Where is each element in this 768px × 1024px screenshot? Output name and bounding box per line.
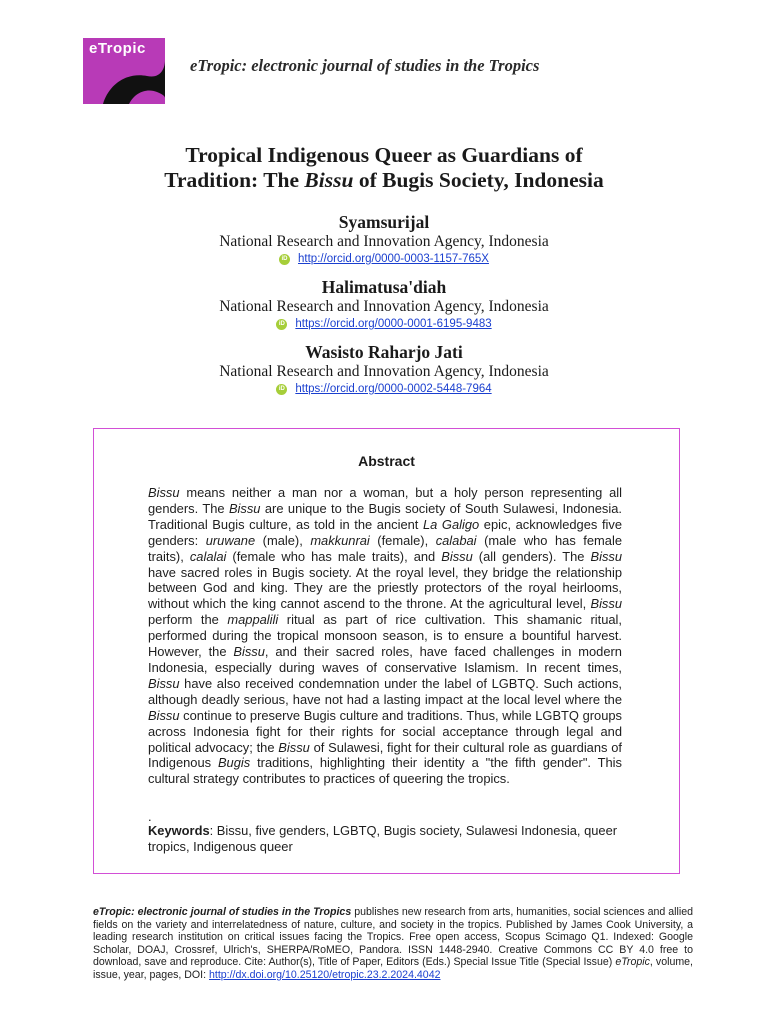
author-block-1 <box>0 211 768 267</box>
abstract-text-run: means neither a man nor a woman, but a holy person representing all genders. The <box>148 485 622 516</box>
abstract-italic-term: makkunrai <box>310 532 370 548</box>
abstract-italic-term: La Galigo <box>422 516 480 532</box>
abstract-text-run: (male), <box>255 532 311 548</box>
abstract-heading: Abstract <box>358 453 415 469</box>
title-line-2 <box>0 168 768 193</box>
abstract-italic-term: Bissu <box>590 596 622 612</box>
title-line-1: Tropical Indigenous Queer as Guardians of <box>185 143 583 167</box>
abstract-text-run: (female), <box>369 532 436 548</box>
title-line-2-end: of Bugis Society, Indonesia <box>353 168 604 192</box>
orcid-line <box>0 251 768 267</box>
abstract-text-run: traditions, highlighting their identity a "the fifth gender". This cultural strategy contributes to practices of queering the tropics. <box>148 755 622 787</box>
abstract-text-run: of Sulawesi, fight for their cultural role as guardians of Indigenous <box>148 739 622 771</box>
etropic-logo <box>83 38 165 104</box>
abstract-text <box>148 485 622 787</box>
abstract-text-run: have also received condemnation under the label of LGBTQ. Such actions, although deadly serious, have not had a lasting impact at the local level where the <box>148 675 622 707</box>
abstract-text-run: , and their sacred roles, have faced challenges in modern Indonesia, especially during waves of conservative Islamism. In recent times, <box>148 644 622 675</box>
paper-title <box>0 143 768 193</box>
orcid-link[interactable]: http://orcid.org/0000-0003-1157-765X <box>298 253 489 265</box>
abstract-text-run: are unique to the Bugis society of South Sulawesi, Indonesia. Traditional Bugis culture, as told in the ancient <box>148 500 622 532</box>
logo-wordmark: eTropic <box>89 40 146 57</box>
author-affiliation: National Research and Innovation Agency, Indonesia <box>219 233 549 250</box>
footer-text-2: , volume, issue, year, pages, DOI: <box>93 956 694 981</box>
keywords-text: : Bissu, five genders, LGBTQ, Bugis society, Sulawesi Indonesia, queer tropics, Indigenous queer <box>148 823 618 854</box>
abstract-italic-term: Bissu <box>441 548 473 564</box>
orcid-icon: iD <box>276 384 287 395</box>
author-block-3 <box>0 341 768 397</box>
abstract-text-run: epic, acknowledges five genders: <box>148 516 622 548</box>
author-affiliation: National Research and Innovation Agency, Indonesia <box>219 298 549 315</box>
abstract-italic-term: mappalili <box>227 612 279 628</box>
doi-link[interactable]: http://dx.doi.org/10.25120/etropic.23.2.2024.4042 <box>209 968 441 981</box>
abstract-italic-term: Bugis <box>217 755 251 771</box>
abstract-italic-term: Bissu <box>278 739 310 755</box>
abstract-text-run: continue to preserve Bugis culture and traditions. Thus, while LGBTQ groups across Indonesia fight for their rights for social acceptance through legal and political advocacy; the <box>148 707 622 755</box>
abstract-italic-term: Bissu <box>148 707 180 723</box>
abstract-text-run: (all genders). The <box>472 548 591 564</box>
orcid-link[interactable]: https://orcid.org/0000-0001-6195-9483 <box>295 318 492 330</box>
abstract-box <box>93 428 680 874</box>
abstract-italic-term: calabai <box>435 532 477 548</box>
orcid-icon: iD <box>279 254 290 265</box>
abstract-italic-term: Bissu <box>590 548 623 564</box>
abstract-text-run: (male who has female traits), <box>148 532 622 564</box>
keywords-label: Keywords <box>148 823 210 838</box>
title-line-2-start: Tradition: The <box>164 168 305 192</box>
journal-header: eTropic: electronic journal of studies in the Tropics <box>190 56 540 75</box>
author-block-2 <box>0 276 768 332</box>
author-name: Syamsurijal <box>338 212 430 232</box>
abstract-text-run: (female who has male traits), and <box>226 548 442 564</box>
footer-etropic: eTropic <box>615 956 650 969</box>
abstract-text-run: perform the <box>148 612 228 628</box>
orcid-icon: iD <box>276 319 287 330</box>
keywords <box>148 823 628 855</box>
footer-text-1: publishes new research from arts, humanities, social sciences and allied fields on the variety and interrelatedness of nature, culture, and society in the tropics. Published by James Cook University, a leading research institution on critical issues facing the Tropics. Free open access, Scopus Scimago Q1. Indexed: Google Scholar, DOAJ, Crossref, Ulrich's, SHERPA/RoMEO, Pandora. ISSN 1448-2940. Creative Commons CC BY 4.0 free to download, save and reproduce. Cite: Author(s), Title of Paper, Editors (Eds.) Special Issue Title (Special Issue) <box>93 906 693 969</box>
author-name: Halimatusa'diah <box>321 277 447 297</box>
journal-footer <box>93 906 693 982</box>
abstract-italic-term: Bissu <box>148 485 180 500</box>
orcid-line <box>0 381 768 397</box>
abstract-trailing-dot: . <box>148 809 152 824</box>
abstract-text-run: ritual as part of rice cultivation. This shamanic ritual, performed during the tropical monsoon season, is to ensure a bountiful harvest. However, the <box>148 612 622 660</box>
author-name: Wasisto Raharjo Jati <box>305 342 463 362</box>
abstract-italic-term: Bissu <box>148 675 180 691</box>
abstract-italic-term: Bissu <box>228 500 261 516</box>
abstract-italic-term: uruwane <box>205 532 256 548</box>
footer-journal-name: eTropic: electronic journal of studies in the Tropics <box>93 906 352 918</box>
orcid-line <box>0 316 768 332</box>
author-affiliation: National Research and Innovation Agency, Indonesia <box>219 363 549 380</box>
title-line-2-italic: Bissu <box>304 168 354 192</box>
orcid-link[interactable]: https://orcid.org/0000-0002-5448-7964 <box>295 383 492 395</box>
abstract-italic-term: calalai <box>189 548 227 564</box>
abstract-italic-term: Bissu <box>233 644 265 660</box>
abstract-text-run: have sacred roles in Bugis society. At the royal level, they bridge the relationship between God and king. They are the priestly protectors of the royal heirlooms, without which the king cannot ascend to the throne. At the agricultural level, <box>148 564 622 612</box>
